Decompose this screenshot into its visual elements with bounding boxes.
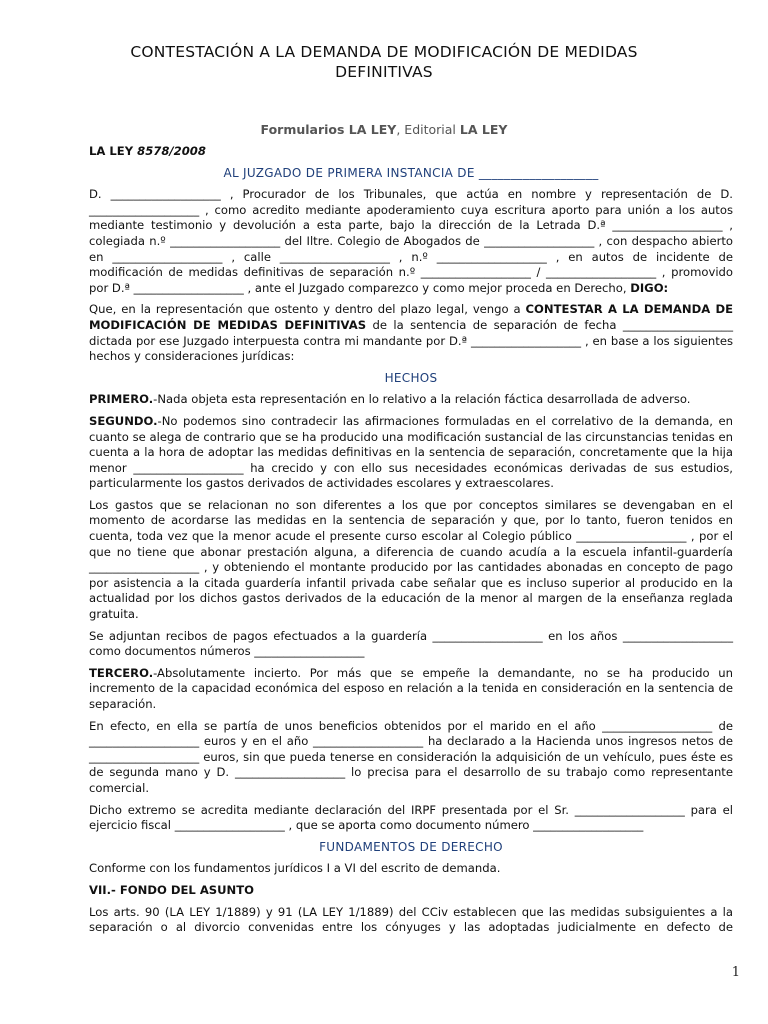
source-publisher: LA LEY [459, 122, 508, 137]
segundo-label: SEGUNDO. [89, 413, 158, 428]
reference-prefix: LA LEY [89, 144, 138, 158]
contestar-bold: CONTESTAR A LA DEMANDA DE MODIFICACIÓN DE MEDIDAS DEFINITIVAS [89, 302, 733, 332]
efecto-paragraph: En efecto, en ella se partía de unos beneficios obtenidos por el marido en el año ___________________ de ___________________ euros y en el año ___________________ ha declarado a la Hacienda unos ingresos netos de ___________________ euros, sin que pueda tenerse en consideración la adquisición de un vehículo, pues éste es de segunda mano y D. ___________________ lo precisa para el desarrollo de su trabajo como representante comercial. [89, 718, 733, 795]
page-number: 1 [731, 965, 740, 980]
intro-text: D. ___________________ , Procurador de los Tribunales, que actúa en nombre y representación de D. ___________________ , como acredito mediante apoderamiento cuya escritura aporto para unión a los autos mediante testimonio y devolución a esta parte, bajo la dirección de la Letrada D.ª ___________________ , colegiada n.º ___________________ del Iltre. Colegio de Abogados de ___________________ , con despacho abierto en ___________________ , calle ___________________ , n.º ___________________ , en autos de incidente de modificación de medidas definitivas de separación n.º ___________________ / ___________________ , promovido por D.ª ___________________ , ante el Juzgado comparezco y como mejor proceda en Derecho, [89, 187, 733, 295]
dicho-paragraph: Dicho extremo se acredita mediante declaración del IRPF presentada por el Sr. ___________________ para el ejercicio fiscal ___________________ , que se aporta como documento número ___________________ [89, 802, 733, 833]
source-separator: , Editorial [396, 122, 460, 137]
source-line [0, 122, 768, 137]
reference-number: 8578/2008 [137, 144, 206, 158]
segundo-paragraph [89, 414, 733, 492]
addressee-heading: AL JUZGADO DE PRIMERA INSTANCIA DE ___________________ [223, 165, 599, 180]
hechos-heading: HECHOS [384, 370, 438, 385]
document-body [89, 144, 733, 942]
fundamentos-heading: FUNDAMENTOS DE DERECHO [319, 839, 503, 854]
contestar-paragraph [89, 302, 733, 364]
intro-paragraph [89, 187, 733, 296]
intro-digo: DIGO: [630, 280, 669, 295]
gastos-paragraph: Los gastos que se relacionan no son diferentes a los que por conceptos similares se devengaban en el momento de acordarse las medidas en la sentencia de separación y que, por lo tanto, fueron tenidos en cuenta, toda vez que la menor acude el presente curso escolar al Colegio público ___________________ , por el que no tiene que abonar prestación alguna, a diferencia de cuando acudía a la escuela infantil-guardería ___________________ , y obteniendo el montante producido por las cantidades abonadas en concepto de pago por asistencia a la citada guardería infantil privada cabe señalar que es incluso superior al producido en la actualidad por los dichos gastos derivados de la educación de la menor al margen de la enseñanza reglada gratuita. [89, 497, 733, 622]
vii-heading: VII.- FONDO DEL ASUNTO [89, 882, 255, 897]
tercero-text: -Absolutamente incierto. Por más que se empeñe la demandante, no se ha producido un incremento de la capacidad económica del esposo en relación a la tenida en consideración en la sentencia de separación. [89, 665, 733, 711]
primero-paragraph [89, 392, 733, 408]
conforme-paragraph: Conforme con los fundamentos jurídicos I a VI del escrito de demanda. [89, 861, 501, 876]
tercero-label: TERCERO. [89, 665, 154, 680]
primero-label: PRIMERO. [89, 392, 154, 407]
contestar-text-b: de la sentencia de separación de fecha ___________________ dictada por ese Juzgado interpuesta contra mi mandante por D.ª ___________________ , en base a los siguientes hechos y consideraciones jurídicas: [89, 317, 733, 364]
reference-line [89, 144, 733, 160]
arts-paragraph: Los arts. 90 (LA LEY 1/1889) y 91 (LA LEY 1/1889) del CCiv establecen que las medidas subsiguientes a la separación o al divorcio convenidas entre los cónyuges y las adoptadas judicialmente en defecto de [89, 904, 733, 935]
primero-text: -Nada objeta esta representación en lo relativo a la relación fáctica desarrollada de adverso. [153, 392, 691, 407]
document-title: CONTESTACIÓN A LA DEMANDA DE MODIFICACIÓN DE MEDIDAS DEFINITIVAS [130, 43, 638, 81]
contestar-text-a: Que, en la representación que ostento y dentro del plazo legal, vengo a [89, 302, 526, 317]
source-prefix: Formularios LA LEY [260, 122, 397, 137]
recibos-paragraph: Se adjuntan recibos de pagos efectuados a la guardería ___________________ en los años ___________________ como documentos números ___________________ [89, 628, 733, 659]
tercero-paragraph [89, 666, 733, 713]
segundo-text: -No podemos sino contradecir las afirmaciones formuladas en el correlativo de la demanda, en cuanto se alega de contrario que se ha producido una modificación sustancial de las circunstancias tenidas en cuenta a la hora de adoptar las medidas definitivas en la sentencia de separación, concretamente que la hija menor ___________________ ha crecido y con ello sus necesidades económicas derivadas de sus estudios, particularmente los gastos derivados de actividades escolares y extraescolares. [89, 413, 733, 491]
